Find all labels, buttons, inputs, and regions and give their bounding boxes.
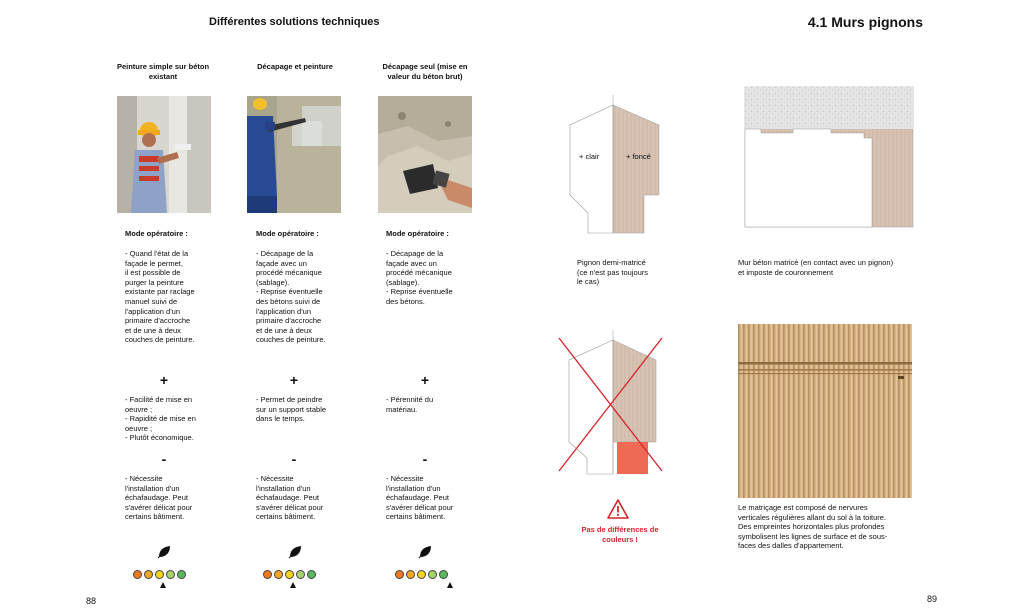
rating-dot — [263, 570, 272, 579]
page-number-left: 88 — [86, 596, 97, 606]
column-2-mode-title: Mode opératoire : — [256, 229, 319, 238]
rating-dot — [133, 570, 142, 579]
column-2-minus-text: - Nécessite l'installation d'un échafaudage. Peut s'avérer délicat pour certains bâtiment. — [256, 474, 324, 522]
rating-marker-icon — [290, 582, 296, 588]
column-1-rating — [133, 570, 186, 579]
leaf-icon — [418, 545, 432, 559]
leaf-icon — [288, 545, 302, 559]
column-1-plus-sign: + — [159, 372, 169, 388]
sandblasting-photo — [247, 96, 341, 213]
wall-caption: Mur béton matricé (en contact avec un pignon) et imposte de couronnement — [738, 258, 894, 277]
rating-dot — [395, 570, 404, 579]
rating-dot — [166, 570, 175, 579]
column-2-title: Décapage et peinture — [257, 62, 333, 71]
rating-dot — [285, 570, 294, 579]
rating-dot — [406, 570, 415, 579]
rating-dot — [296, 570, 305, 579]
crossed-pignon-diagram — [556, 330, 666, 475]
rating-dot — [144, 570, 153, 579]
column-1-mode-title: Mode opératoire : — [125, 229, 188, 238]
column-3-plus-sign: + — [420, 372, 430, 388]
wall-elevation-diagram — [744, 86, 914, 228]
column-1-plus-text: - Facilité de mise en oeuvre ; - Rapidité de mise en oeuvre ; - Plutôt économique. — [125, 395, 196, 443]
texture-caption: Le matriçage est composé de nervures verticales régulières allant du sol à la toiture. Des empreintes horizontales plus profondes symbolisent les lignes de surface et de sous- faces des dalles d'appartement. — [738, 503, 888, 551]
warning-icon — [607, 499, 629, 519]
column-3-minus-sign: - — [422, 451, 428, 467]
column-3-mode-text: - Décapage de la façade avec un procédé mécanique (sablage). - Reprise éventuelle des bétons. — [386, 249, 453, 306]
column-2-plus-sign: + — [289, 372, 299, 388]
column-1-mode-text: - Quand l'état de la façade le permet, il est possible de purger la peinture existante par raclage manuel suivi de l'application d'un primaire d'accroche et de une à deux couches de peinture. — [125, 249, 195, 345]
column-1-title: Peinture simple sur béton existant — [116, 62, 210, 81]
rating-dot — [177, 570, 186, 579]
column-3-mode-title-text: Mode opératoire — [386, 229, 445, 238]
rating-dot — [417, 570, 426, 579]
pignon-diagram — [566, 95, 666, 235]
scraper-photo — [378, 96, 472, 213]
rating-dot — [307, 570, 316, 579]
rating-dot — [274, 570, 283, 579]
page-number-right: 89 — [927, 594, 938, 604]
pignon-label-light: + clair — [579, 152, 600, 161]
column-1-minus-sign: - — [161, 451, 167, 467]
column-1-mode-title-text: Mode opératoire — [125, 229, 184, 238]
column-2-plus-text: - Permet de peindre sur un support stable dans le temps. — [256, 395, 327, 424]
column-2-mode-title-text: Mode opératoire — [256, 229, 315, 238]
leaf-icon — [157, 545, 171, 559]
warning-text: Pas de différences de couleurs ! — [581, 525, 659, 544]
column-3-plus-text: - Pérennité du matériau. — [386, 395, 434, 414]
pignon-label-dark: + foncé — [626, 152, 651, 161]
painter-photo — [117, 96, 211, 213]
column-3-rating — [395, 570, 448, 579]
column-3-minus-text: - Nécessite l'installation d'un échafaudage. Peut s'avérer délicat pour certains bâtiment. — [386, 474, 454, 522]
column-3-mode-title: Mode opératoire : — [386, 229, 449, 238]
rating-dot — [428, 570, 437, 579]
left-page-title: Différentes solutions techniques — [209, 16, 380, 28]
ribbed-concrete-photo — [738, 324, 912, 498]
rating-marker-icon — [160, 582, 166, 588]
column-3-title: Décapage seul (mise en valeur du béton brut) — [382, 62, 468, 81]
column-2-mode-text: - Décapage de la façade avec un procédé mécanique (sablage). - Reprise éventuelle des bétons suivi de l'application d'un primaire d'accroche et de une à deux couches de peinture. — [256, 249, 326, 345]
rating-marker-icon — [447, 582, 453, 588]
right-page-title: 4.1 Murs pignons — [807, 14, 923, 30]
column-2-minus-sign: - — [291, 451, 297, 467]
rating-dot — [155, 570, 164, 579]
column-1-minus-text: - Nécessite l'installation d'un échafaudage. Peut s'avérer délicat pour certains bâtiment. — [125, 474, 193, 522]
column-2-rating — [263, 570, 316, 579]
rating-dot — [439, 570, 448, 579]
pignon-caption: Pignon demi-matricé (ce n'est pas toujours le cas) — [577, 258, 649, 287]
